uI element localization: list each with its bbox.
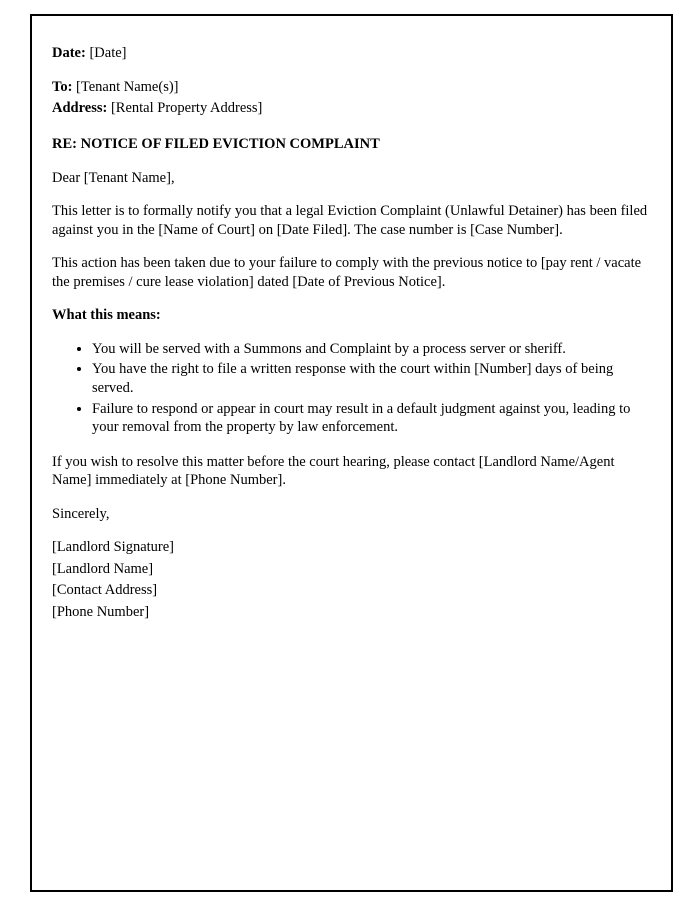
paragraph-notification: This letter is to formally notify you that a legal Eviction Complaint (Unlawful Detainer) has been filed against you in the [Name of Court] on [Date Filed]. The case number is [Case Number]. bbox=[52, 203, 648, 238]
signature-line: [Landlord Signature] bbox=[52, 539, 175, 556]
date-label: Date: bbox=[52, 45, 86, 61]
paragraph-reason: This action has been taken due to your failure to comply with the previous notice to [pay rent / vacate the premises / cure lease violation] dated [Date of Previous Notice]. bbox=[52, 255, 642, 290]
signature-line: [Phone Number] bbox=[52, 603, 150, 620]
signature-block bbox=[52, 538, 651, 621]
list-item: • You will be served with a Summons and Complaint by a process server or sheriff. bbox=[92, 340, 651, 359]
address-value: [Rental Property Address] bbox=[110, 100, 263, 117]
means-list bbox=[52, 340, 651, 437]
address-line bbox=[52, 99, 651, 118]
paragraph-resolution: If you wish to resolve this matter before the court hearing, please contact [Landlord Name/Agent Name] immediately at [Phone Number]. bbox=[52, 453, 615, 489]
list-item: • You have the right to file a written response with the court within [Number] days of being served. bbox=[92, 360, 651, 397]
address-label: Address: bbox=[52, 100, 108, 117]
date-value: [Date] bbox=[89, 45, 127, 61]
signature-line: [Contact Address] bbox=[52, 582, 158, 599]
list-item: • Failure to respond or appear in court may result in a default judgment against you, leading to your removal from the property by law enforcement. bbox=[92, 400, 651, 437]
date-line bbox=[52, 44, 651, 63]
salutation: Dear [Tenant Name], bbox=[52, 169, 175, 186]
to-value: [Tenant Name(s)] bbox=[76, 78, 179, 95]
recipient-line bbox=[52, 78, 651, 97]
to-label: To: bbox=[52, 78, 73, 95]
signature-line: [Landlord Name] bbox=[52, 560, 154, 577]
letter-page bbox=[30, 14, 673, 892]
what-this-means-heading: What this means: bbox=[52, 307, 161, 324]
closing: Sincerely, bbox=[52, 505, 110, 522]
subject-line: RE: NOTICE OF FILED EVICTION COMPLAINT bbox=[52, 135, 380, 152]
